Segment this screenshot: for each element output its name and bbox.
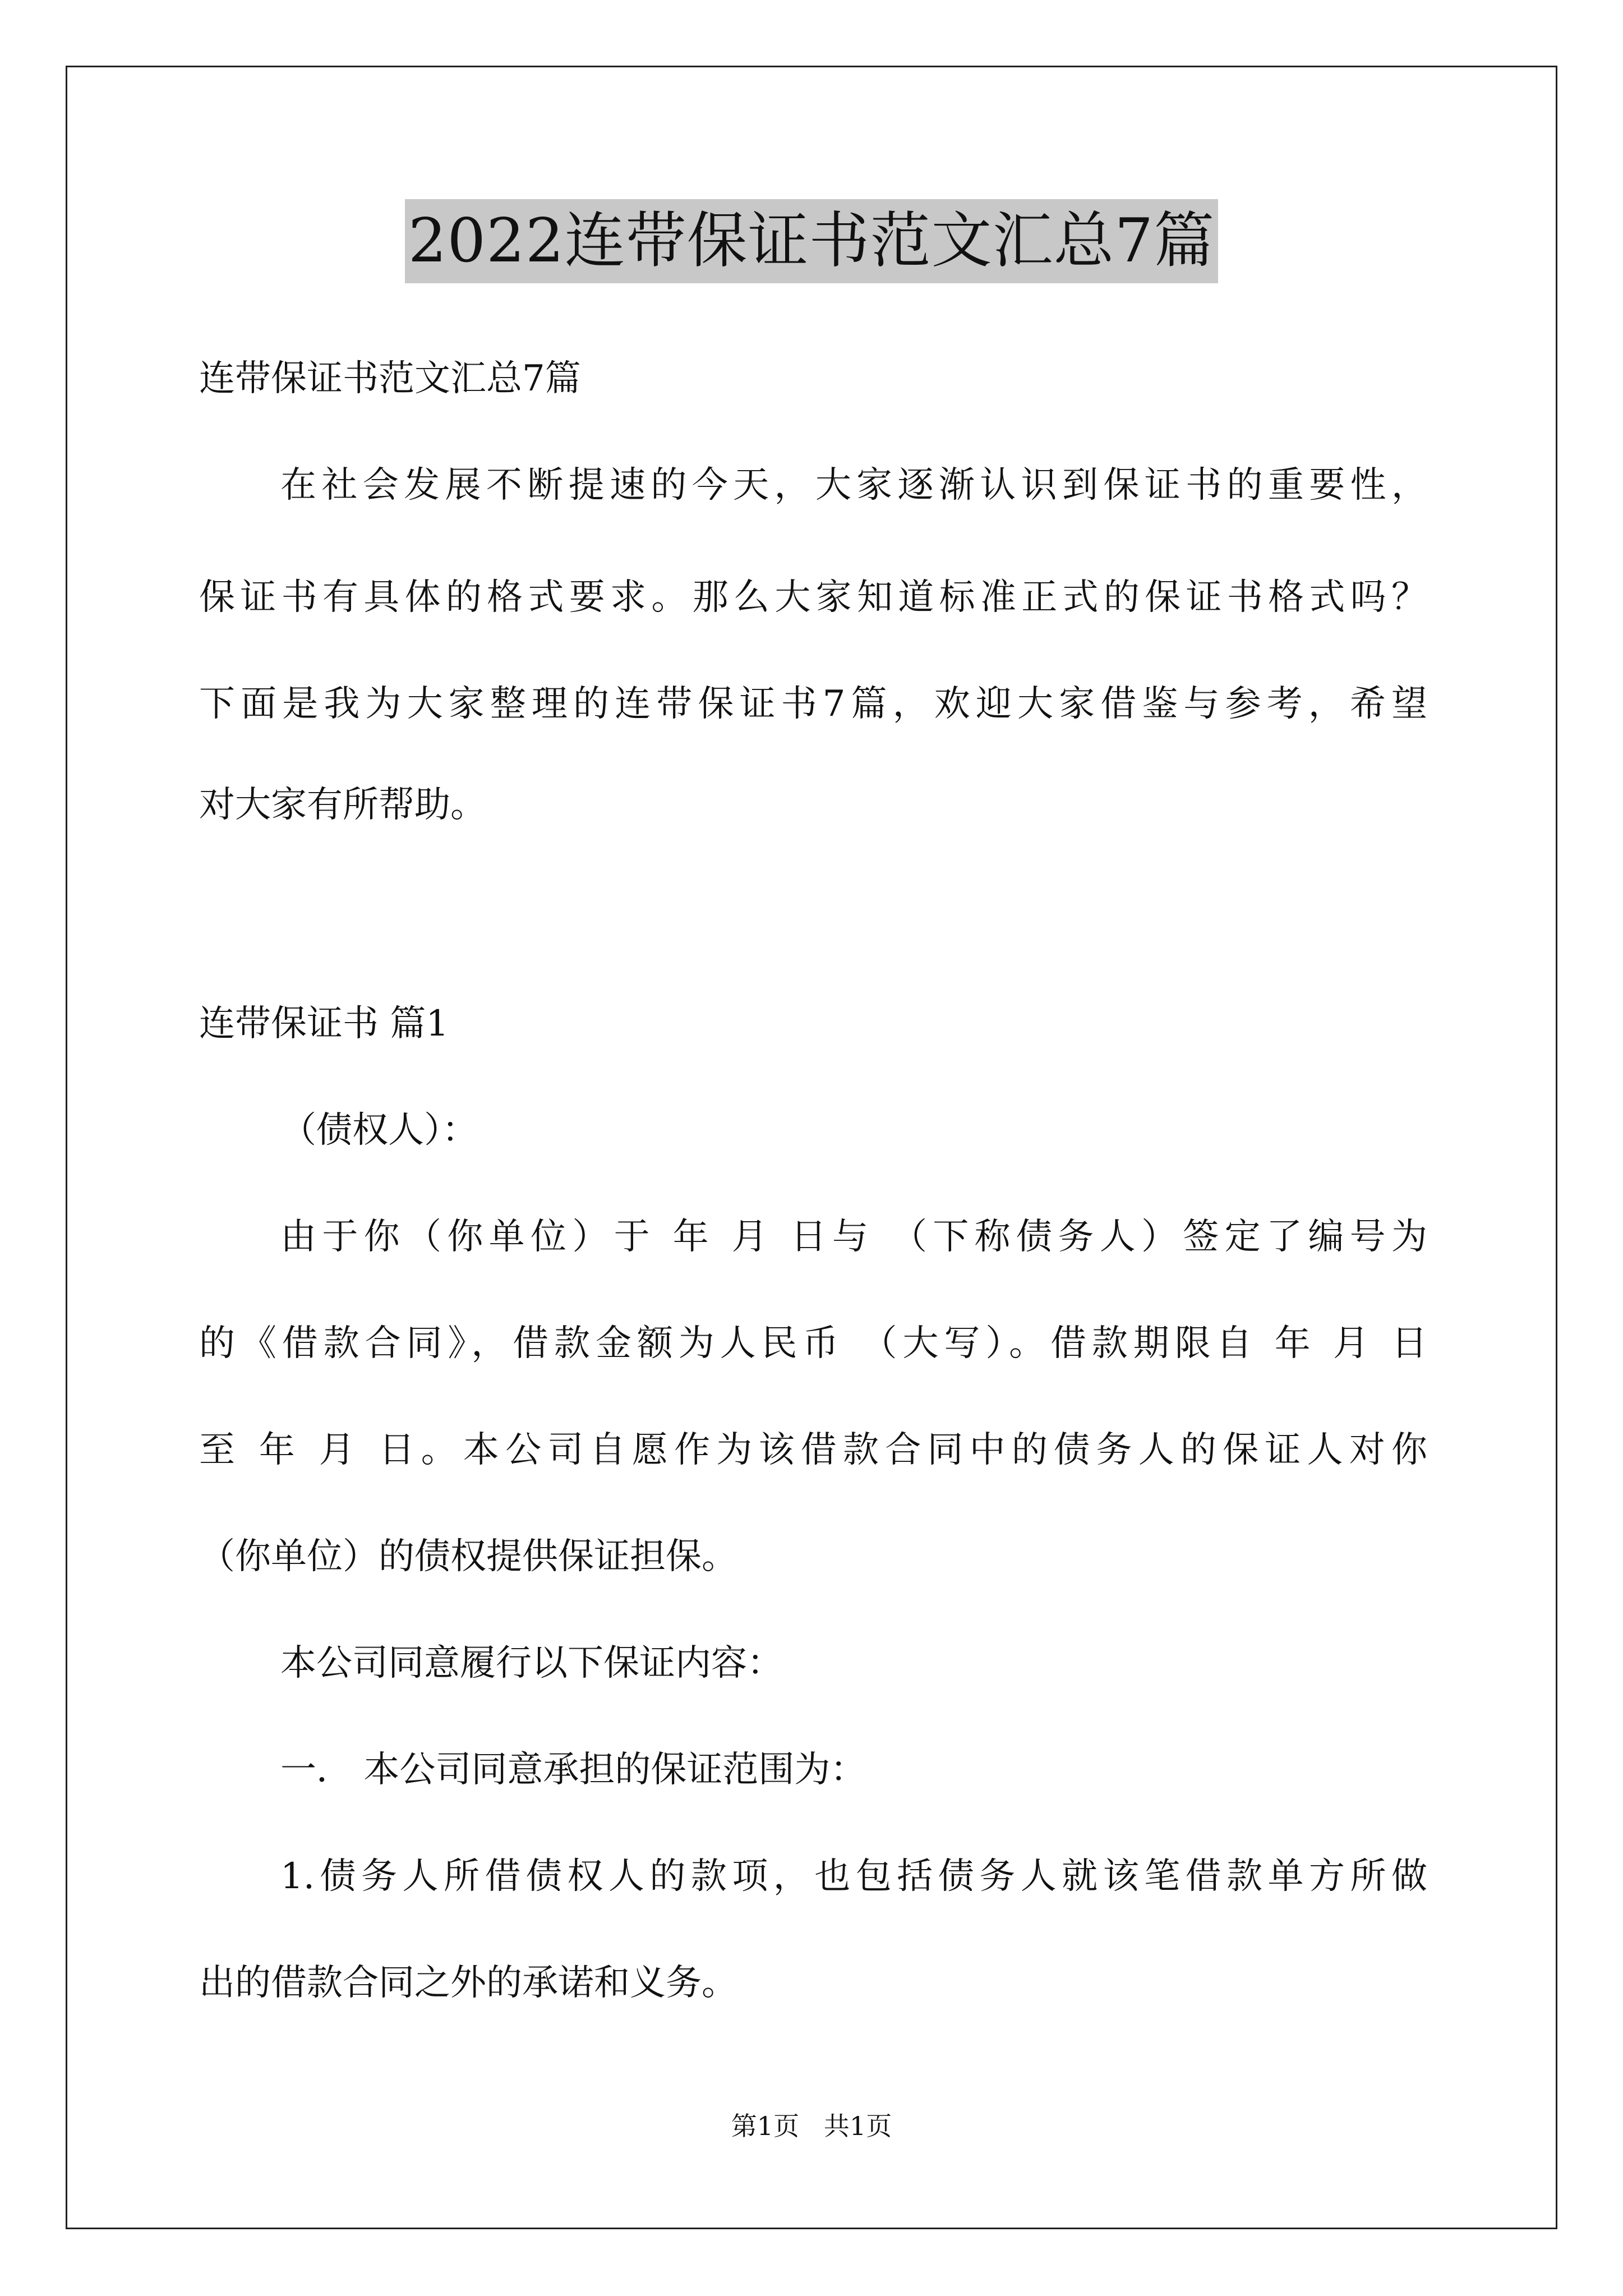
clause-line-1: 1.债务人所借债权人的款项，也包括债务人就该笔借款单方所做 <box>280 1856 1427 1897</box>
clause-heading: 一． 本公司同意承担的保证范围为： <box>280 1749 866 1791</box>
paragraph-line-1: 由于你（你单位）于 年 月 日与 （下称债务人）签定了编号为 <box>280 1216 1427 1258</box>
document-title: 2022连带保证书范文汇总7篇 <box>405 199 1219 283</box>
clause-line-2: 出的借款合同之外的承诺和义务。 <box>199 1962 737 2004</box>
intro-line-3: 下面是我为大家整理的连带保证书7篇，欢迎大家借鉴与参考，希望 <box>199 683 1427 725</box>
paragraph-line-4: （你单位）的债权提供保证担保。 <box>199 1536 737 1577</box>
subtitle-line: 连带保证书范文汇总7篇 <box>199 358 581 399</box>
title-container <box>0 199 1623 283</box>
paragraph-line-3: 至 年 月 日。本公司自愿作为该借款合同中的债务人的保证人对你 <box>199 1429 1427 1471</box>
intro-line-2: 保证书有具体的格式要求。那么大家知道标准正式的保证书格式吗？ <box>199 577 1427 618</box>
agreement-line: 本公司同意履行以下保证内容： <box>280 1642 783 1684</box>
intro-line-4: 对大家有所帮助。 <box>199 784 486 826</box>
section-heading: 连带保证书 篇1 <box>199 1003 449 1045</box>
creditor-line: （债权人）： <box>280 1110 478 1151</box>
intro-line-1: 在社会发展不断提速的今天，大家逐渐认识到保证书的重要性， <box>280 464 1427 506</box>
page-footer: 第1页 共1页 <box>731 2111 892 2141</box>
paragraph-line-2: 的《借款合同》，借款金额为人民币 （大写）。借款期限自 年 月 日 <box>199 1323 1427 1364</box>
